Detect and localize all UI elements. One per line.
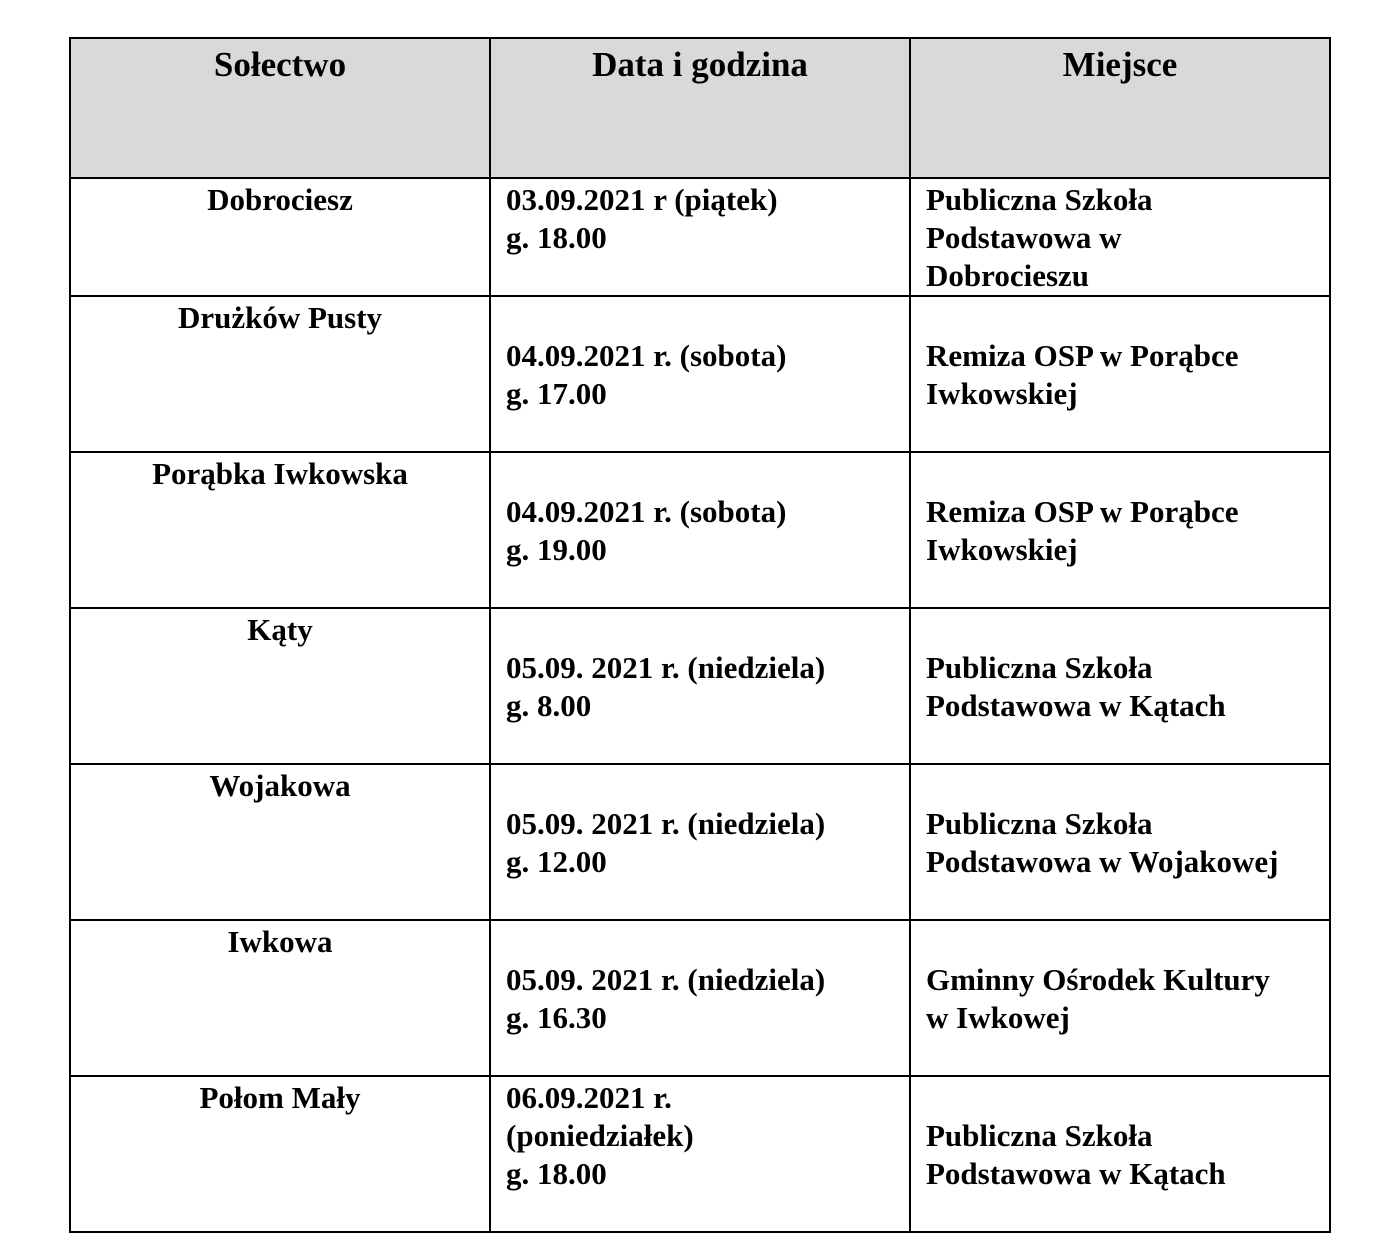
time-line: g. 8.00 [506,688,592,723]
time-line: g. 17.00 [506,376,607,411]
cell-solectwo [70,452,490,608]
place-line: Iwkowskiej [926,532,1078,567]
solectwo-name: Porąbka Iwkowska [152,456,408,491]
solectwo-name: Iwkowa [227,924,333,959]
place-line: w Iwkowej [926,1000,1070,1035]
header-place: Miejsce [910,38,1330,178]
place-line: Iwkowskiej [926,376,1078,411]
cell-solectwo [70,608,490,764]
time-line: g. 18.00 [506,1156,607,1191]
place-line: Dobrocieszu [926,258,1090,293]
place-line: Gminny Ośrodek Kultury [926,962,1270,997]
cell-place [910,764,1330,920]
cell-solectwo [70,764,490,920]
cell-place [910,178,1330,296]
cell-solectwo [70,178,490,296]
place-line: Publiczna Szkoła [926,806,1153,841]
date-line: (poniedziałek) [506,1118,694,1153]
table-row [70,296,1330,452]
cell-solectwo [70,920,490,1076]
date-line: 04.09.2021 r. (sobota) [506,494,787,529]
place-line: Podstawowa w [926,220,1122,255]
cell-solectwo [70,1076,490,1232]
cell-date [490,452,910,608]
table-row [70,920,1330,1076]
table-row [70,1076,1330,1232]
cell-place [910,608,1330,764]
time-line: g. 16.30 [506,1000,607,1035]
place-line: Remiza OSP w Porąbce [926,338,1239,373]
cell-date [490,1076,910,1232]
table-row [70,178,1330,296]
time-line: g. 12.00 [506,844,607,879]
solectwo-name: Dobrociesz [207,182,353,217]
header-solectwo: Sołectwo [70,38,490,178]
place-line: Publiczna Szkoła [926,182,1153,217]
date-line: 04.09.2021 r. (sobota) [506,338,787,373]
place-line: Remiza OSP w Porąbce [926,494,1239,529]
cell-place [910,452,1330,608]
cell-date [490,920,910,1076]
solectwo-name: Kąty [247,612,313,647]
header-row [70,38,1330,178]
cell-place [910,1076,1330,1232]
table-row [70,764,1330,920]
table-body [70,178,1330,1232]
date-line: 06.09.2021 r. [506,1080,672,1115]
cell-solectwo [70,296,490,452]
date-line: 05.09. 2021 r. (niedziela) [506,806,826,841]
place-line: Podstawowa w Kątach [926,688,1226,723]
date-line: 05.09. 2021 r. (niedziela) [506,650,826,685]
solectwo-name: Połom Mały [199,1080,361,1115]
header-date-time: Data i godzina [490,38,910,178]
place-line: Podstawowa w Wojakowej [926,844,1279,879]
schedule-table [69,37,1331,1233]
time-line: g. 18.00 [506,220,607,255]
solectwo-name: Drużków Pusty [177,300,383,335]
cell-date [490,608,910,764]
cell-date [490,764,910,920]
place-line: Publiczna Szkoła [926,650,1153,685]
place-line: Podstawowa w Kątach [926,1156,1226,1191]
solectwo-name: Wojakowa [209,768,351,803]
cell-date [490,178,910,296]
cell-date [490,296,910,452]
place-line: Publiczna Szkoła [926,1118,1153,1153]
table-row [70,608,1330,764]
cell-place [910,920,1330,1076]
table-row [70,452,1330,608]
table-header [70,38,1330,178]
date-line: 05.09. 2021 r. (niedziela) [506,962,826,997]
time-line: g. 19.00 [506,532,607,567]
date-line: 03.09.2021 r (piątek) [506,182,778,217]
cell-place [910,296,1330,452]
